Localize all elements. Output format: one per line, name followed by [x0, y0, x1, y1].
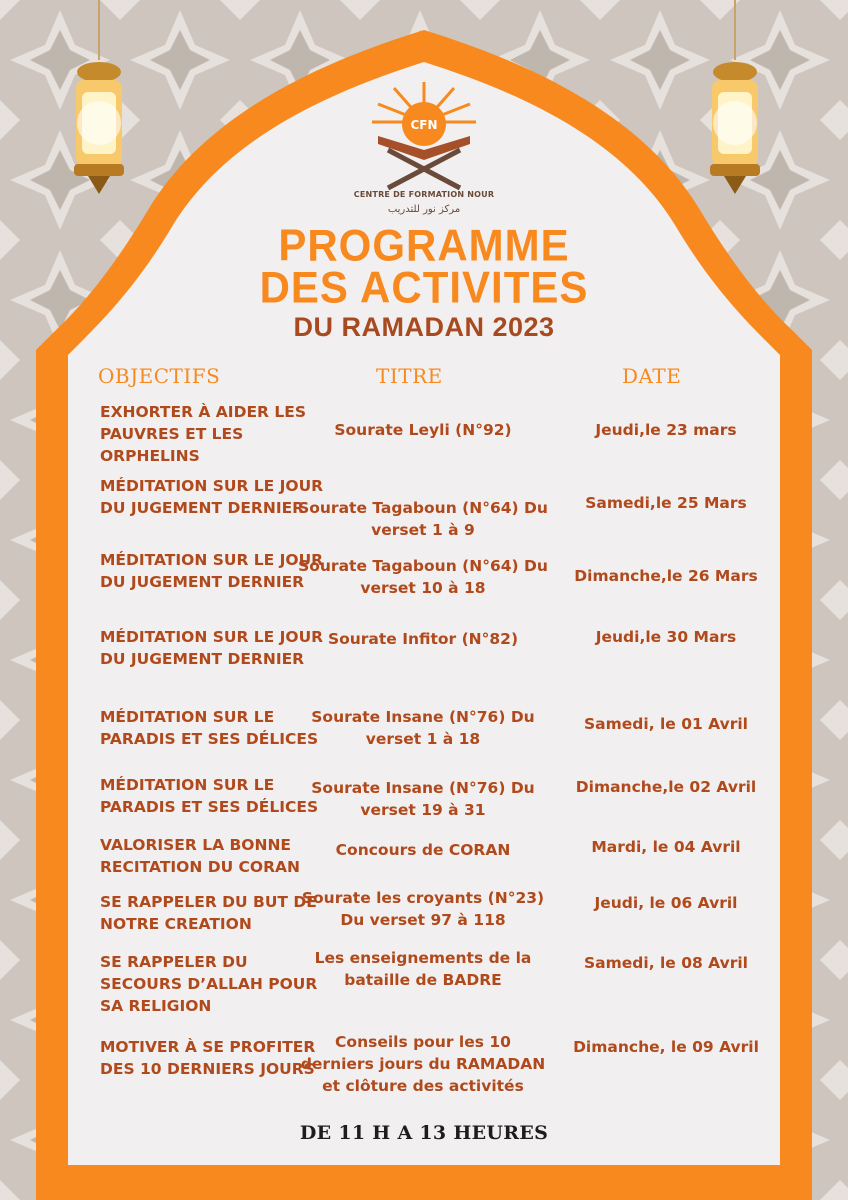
row-titre: Sourate Tagaboun (N°64) Du verset 10 à 18	[298, 557, 548, 597]
row-objectif: MÉDITATION SUR LE JOUR DU JUGEMENT DERNIER	[100, 551, 324, 591]
logo-text: CFN	[410, 118, 438, 132]
row-objectif: SE RAPPELER DU BUT DE NOTRE CREATION	[100, 893, 317, 933]
column-header-date: DATE	[622, 364, 682, 388]
row-objectif: SE RAPPELER DU SECOURS D’ALLAH POUR SA RELIGION	[100, 953, 318, 1015]
row-titre: Sourate Leyli (N°92)	[334, 421, 512, 439]
row-date: Jeudi,le 30 Mars	[595, 628, 737, 646]
row-titre: Sourate Infitor (N°82)	[327, 630, 519, 648]
row-objectif: MÉDITATION SUR LE PARADIS ET SES DÉLICES	[100, 776, 319, 816]
row-objectif: EXHORTER À AIDER LES PAUVRES ET LES ORPHELINS	[100, 403, 306, 465]
title-line-1: PROGRAMME	[278, 220, 570, 271]
row-titre: Sourate les croyants (N°23) Du verset 97 à 118	[301, 889, 545, 929]
row-titre: Les enseignements de la bataille de BADRE	[314, 949, 532, 989]
row-date: Jeudi,le 23 mars	[595, 421, 737, 439]
row-date: Samedi, le 01 Avril	[584, 715, 748, 733]
row-objectif: MÉDITATION SUR LE PARADIS ET SES DÉLICES	[100, 708, 319, 748]
row-date: Jeudi, le 06 Avril	[594, 894, 738, 912]
row-titre: Sourate Insane (N°76) Du verset 19 à 31	[311, 779, 535, 819]
row-date: Dimanche,le 02 Avril	[575, 778, 757, 796]
row-objectif: MÉDITATION SUR LE JOUR DU JUGEMENT DERNIER	[100, 628, 324, 668]
title-line-3: DU RAMADAN 2023	[293, 312, 555, 342]
column-header-titre: TITRE	[376, 364, 443, 388]
org-name-arabic: مركز نور للتدريب	[387, 204, 461, 215]
schedule-hours: DE 11 H A 13 HEURES	[299, 1122, 549, 1144]
row-titre: Sourate Insane (N°76) Du verset 1 à 18	[311, 708, 535, 748]
column-header-objectifs: OBJECTIFS	[98, 364, 221, 388]
org-name: CENTRE DE FORMATION NOUR	[353, 190, 495, 199]
row-objectif: MÉDITATION SUR LE JOUR DU JUGEMENT DERNIER	[100, 477, 324, 517]
row-date: Samedi, le 08 Avril	[584, 954, 748, 972]
row-titre: Sourate Tagaboun (N°64) Du verset 1 à 9	[298, 499, 548, 539]
row-objectif: VALORISER LA BONNE RECITATION DU CORAN	[100, 836, 301, 876]
row-date: Mardi, le 04 Avril	[591, 838, 741, 856]
row-date: Samedi,le 25 Mars	[585, 494, 747, 512]
title-line-2: DES ACTIVITES	[259, 262, 589, 313]
row-date: Dimanche, le 09 Avril	[573, 1038, 759, 1056]
row-titre: Conseils pour les 10 derniers jours du RAMADAN et clôture des activités	[300, 1033, 546, 1095]
row-objectif: MOTIVER À SE PROFITER DES 10 DERNIERS JOURS	[100, 1038, 316, 1078]
row-titre: Concours de CORAN	[335, 841, 511, 859]
row-date: Dimanche,le 26 Mars	[574, 567, 758, 585]
